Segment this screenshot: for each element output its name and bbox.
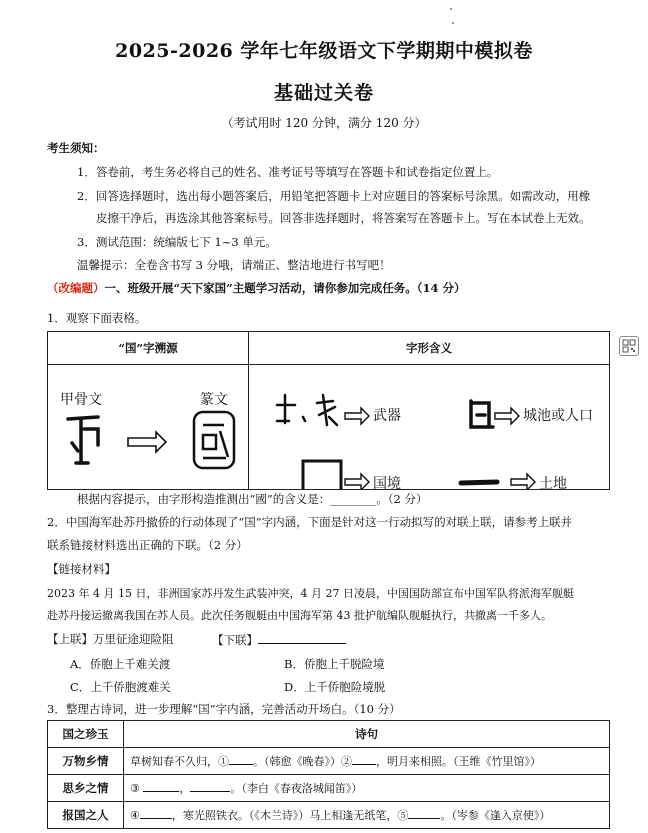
q3-prompt: 3．整理古诗词，进一步理解“国”字内涵，完善活动开场白。（10 分） (47, 702, 401, 716)
notice-item-2: 2．回答选择题时，选出每小题答案后，用铅笔把答题卡上对应题目的答案标号涂黑。如需改动，用橡 (77, 189, 591, 203)
answer-blank[interactable] (143, 781, 179, 792)
row-label: 万物乡情 (48, 748, 124, 775)
option-a: A．侨胞上千难关渡 (70, 657, 171, 671)
oracle-bone-label: 甲骨文 (60, 392, 102, 408)
notice-tip: 温馨提示：全卷含书写 3 分哦，请端正、整洁地进行书写吧！ (77, 258, 391, 272)
material-text-cont: 赴苏丹接运撤离我国在苏人员。此次任务舰艇由中国海军第 43 批护航编队舰艇执行，共撤离一千多人。 (47, 609, 552, 622)
section-1-title: 一、班级开展“天下家国”主题学习活动，请你参加完成任务。（14 分） (104, 281, 466, 295)
poetry-cell (124, 775, 610, 802)
material-text: 2023 年 4 月 15 日，非洲国家苏丹发生武装冲突，4 月 27 日凌晨，中国国防部宣布中国军队将派海军舰艇 (47, 587, 574, 600)
table-header: “国”字溯源 (48, 332, 249, 365)
poetry-cell (124, 748, 610, 775)
glyph-meaning-drawing (249, 365, 611, 489)
couplet-lower-label: 【下联】 (212, 633, 258, 647)
answer-blank[interactable] (229, 754, 253, 765)
poem-text: ，明月来相照。（王维《竹里馆》） (376, 755, 541, 768)
notice-item-3: 3．测试范围：统编版七下 1~3 单元。 (77, 235, 277, 249)
table-row (48, 802, 610, 829)
poetry-cell (124, 802, 610, 829)
poem-text: ，寒光照铁衣。（《木兰诗》）马上相逢无纸笔，⑤ (171, 809, 409, 822)
poem-text: ④ (130, 809, 140, 822)
section-1-heading (47, 280, 465, 296)
answer-blank[interactable] (258, 631, 346, 644)
couplet-upper: 【上联】万里征途迎险阻 (47, 632, 174, 646)
poem-text: ， (179, 782, 191, 795)
answer-blank[interactable] (408, 808, 440, 819)
meaning-border: 国境 (373, 476, 401, 492)
row-label: 报国之人 (48, 802, 124, 829)
table-header: 国之珍玉 (48, 721, 124, 748)
answer-blank[interactable] (352, 754, 376, 765)
table-header: 诗句 (124, 721, 610, 748)
speck (450, 8, 452, 10)
option-b: B．侨胞上千脱险境 (284, 657, 385, 671)
guo-origin-table (47, 331, 610, 490)
poem-text: 草树知春不久归，① (130, 755, 229, 768)
answer-blank[interactable] (190, 781, 230, 792)
table-row (48, 775, 610, 802)
qr-code-icon[interactable] (619, 336, 639, 356)
couplet-lower (212, 631, 346, 648)
exam-info: （考试用时 120 分钟，满分 120 分） (221, 116, 427, 130)
option-d: D．上千侨胞险境脱 (284, 680, 386, 694)
exam-title: 2025-2026 学年七年级语文下学期期中模拟卷 (115, 40, 533, 62)
material-label: 【链接材料】 (47, 562, 116, 576)
answer-blank[interactable] (140, 808, 172, 819)
exam-subtitle: 基础过关卷 (273, 82, 374, 104)
table-header: 字形含义 (249, 332, 610, 365)
meaning-land: 土地 (539, 476, 567, 492)
notice-item-1: 1．答卷前，考生务必将自己的姓名、准考证号等填写在答题卡和试卷指定位置上。 (77, 165, 499, 179)
option-c: C．上千侨胞渡难关 (70, 680, 171, 694)
poem-text: ③ (130, 782, 140, 795)
speck (452, 22, 454, 24)
q1-question: 根据内容提示，由字形构造推测出“國”的含义是：________。（2 分） (77, 492, 428, 506)
q2-prompt-cont: 联系链接材料选出正确的下联。（2 分） (47, 538, 248, 552)
q1-prompt: 1．观察下面表格。 (47, 311, 147, 325)
q2-prompt: 2．中国海军赴苏丹撤侨的行动体现了“国”字内涵，下面是针对这一行动拟写的对联上联，请参考上联并 (47, 515, 573, 529)
notice-item-2-cont: 皮擦干净后，再选涂其他答案标号。回答非选择题时，将答案写在答题卡上。写在本试卷上无效。 (96, 211, 591, 225)
glyph-origin-cell (48, 365, 249, 490)
poem-text: 。（韩愈《晚春》）② (253, 755, 352, 768)
poem-text: 。（李白《春夜洛城闻笛》） (230, 782, 363, 795)
glyph-meaning-cell (249, 365, 610, 490)
guo-glyph-drawing (48, 365, 248, 489)
meaning-weapon: 武器 (373, 408, 401, 424)
table-row (48, 748, 610, 775)
row-label: 思乡之情 (48, 775, 124, 802)
poem-text: 。（岑参《逢入京使》） (440, 809, 551, 822)
adapted-tag: （改编题） (47, 281, 105, 295)
notice-heading: 考生须知： (47, 141, 105, 155)
meaning-city: 城池或人口 (523, 408, 593, 424)
poetry-table (47, 720, 610, 829)
seal-script-label: 篆文 (200, 392, 228, 408)
